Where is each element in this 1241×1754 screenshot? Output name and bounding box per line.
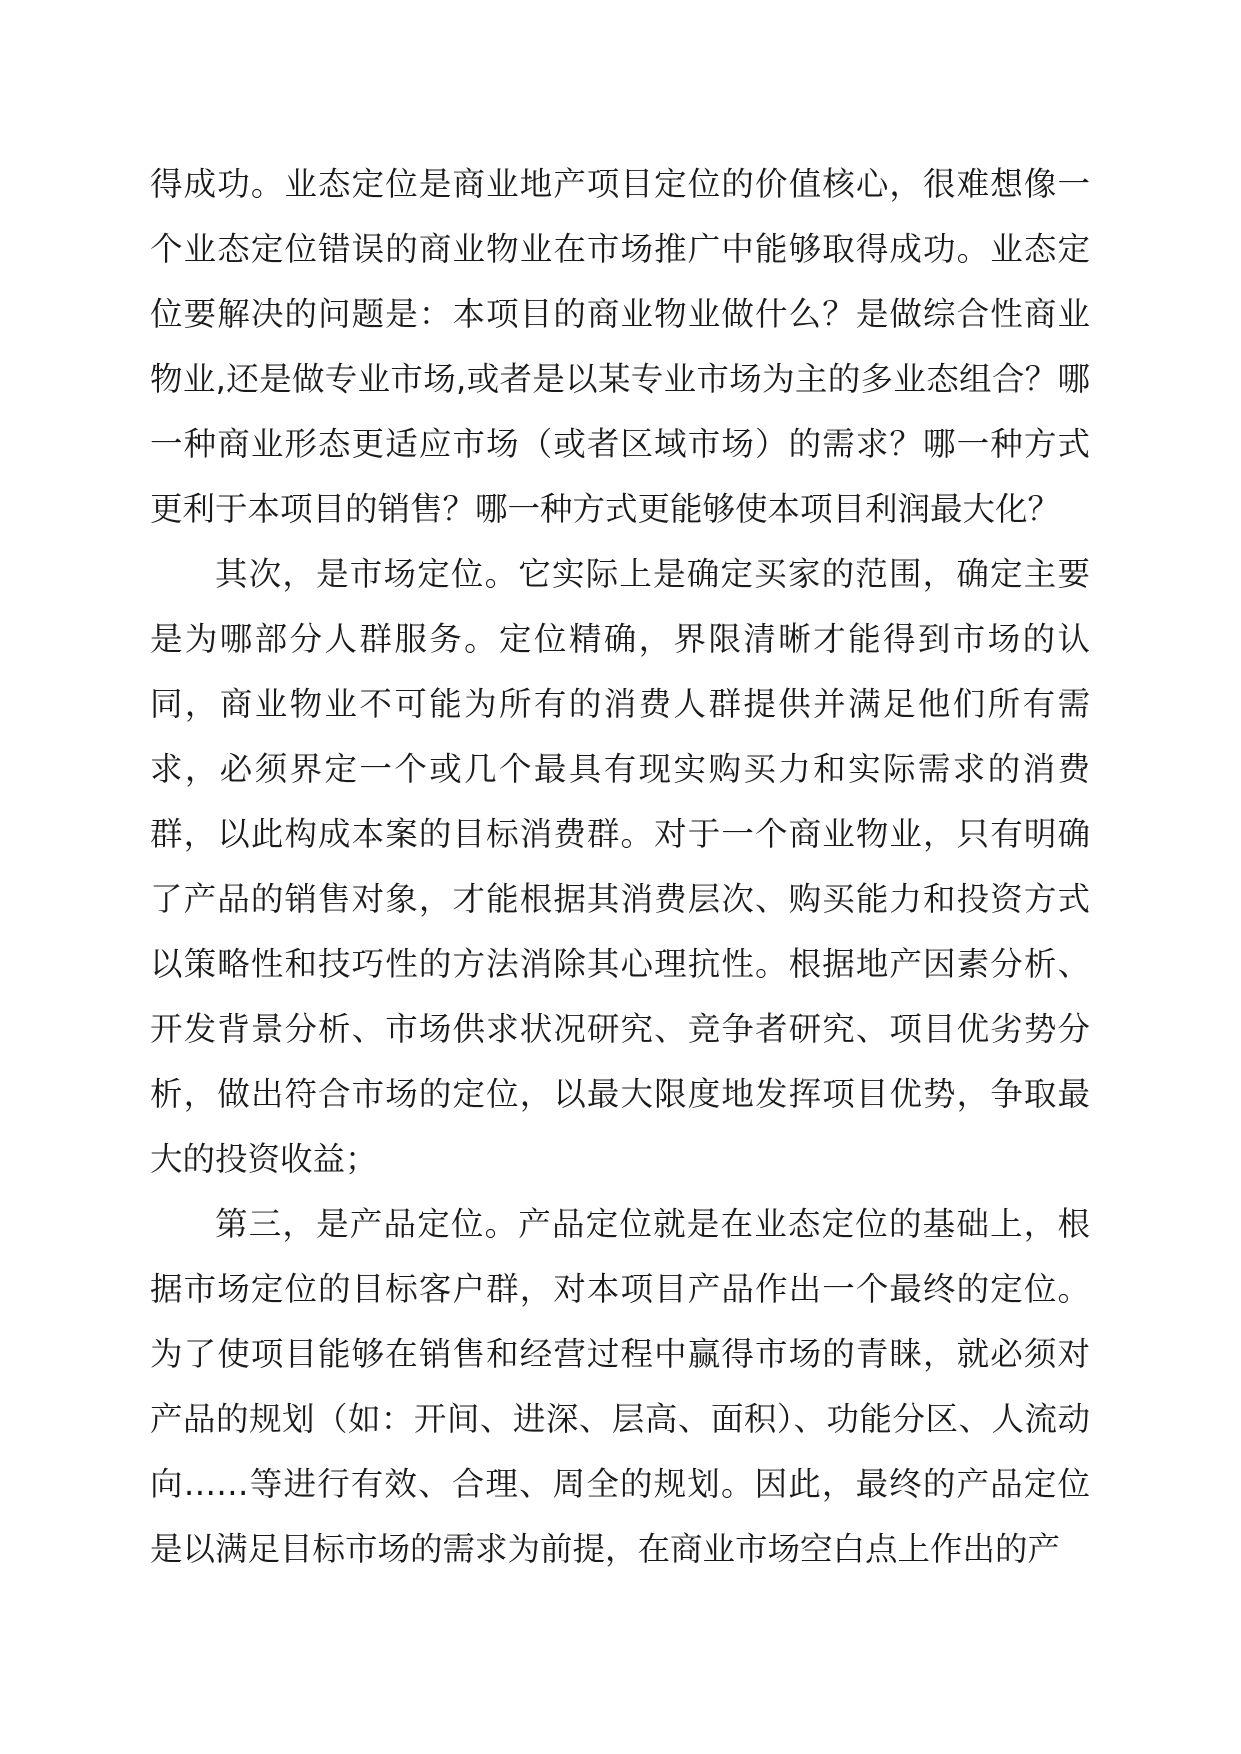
paragraph-product-positioning: 第三，是产品定位。产品定位就是在业态定位的基础上，根据市场定位的目标客户群，对本项目产品作出一个最终的定位。为了使项目能够在销售和经营过程中赢得市场的青睐，就必须对产品的规划（如：开间、进深、层高、面积）、功能分区、人流动向……等进行有效、合理、周全的规划。因此，最终的产品定位是以满足目标市场的需求为前提，在商业市场空白点上作出的产 bbox=[150, 1205, 1090, 1568]
paragraph-business-format-positioning: 得成功。业态定位是商业地产项目定位的价值核心，很难想像一个业态定位错误的商业物业在市场推广中能够取得成功。业态定位要解决的问题是：本项目的商业物业做什么？是做综合性商业物业,还是做专业市场,或者是以某专业市场为主的多业态组合？哪一种商业形态更适应市场（或者区域市场）的需求？哪一种方式更利于本项目的销售？哪一种方式更能够使本项目利润最大化？ bbox=[150, 165, 1090, 528]
paragraph-market-positioning: 其次，是市场定位。它实际上是确定买家的范围，确定主要是为哪部分人群服务。定位精确，界限清晰才能得到市场的认同，商业物业不可能为所有的消费人群提供并满足他们所有需求，必须界定一个或几个最具有现实购买力和实际需求的消费群，以此构成本案的目标消费群。对于一个商业物业，只有明确了产品的销售对象，才能根据其消费层次、购买能力和投资方式以策略性和技巧性的方法消除其心理抗性。根据地产因素分析、开发背景分析、市场供求状况研究、竞争者研究、项目优劣势分析，做出符合市场的定位，以最大限度地发挥项目优势，争取最大的投资收益； bbox=[150, 555, 1090, 1178]
document-page bbox=[150, 152, 1090, 1582]
